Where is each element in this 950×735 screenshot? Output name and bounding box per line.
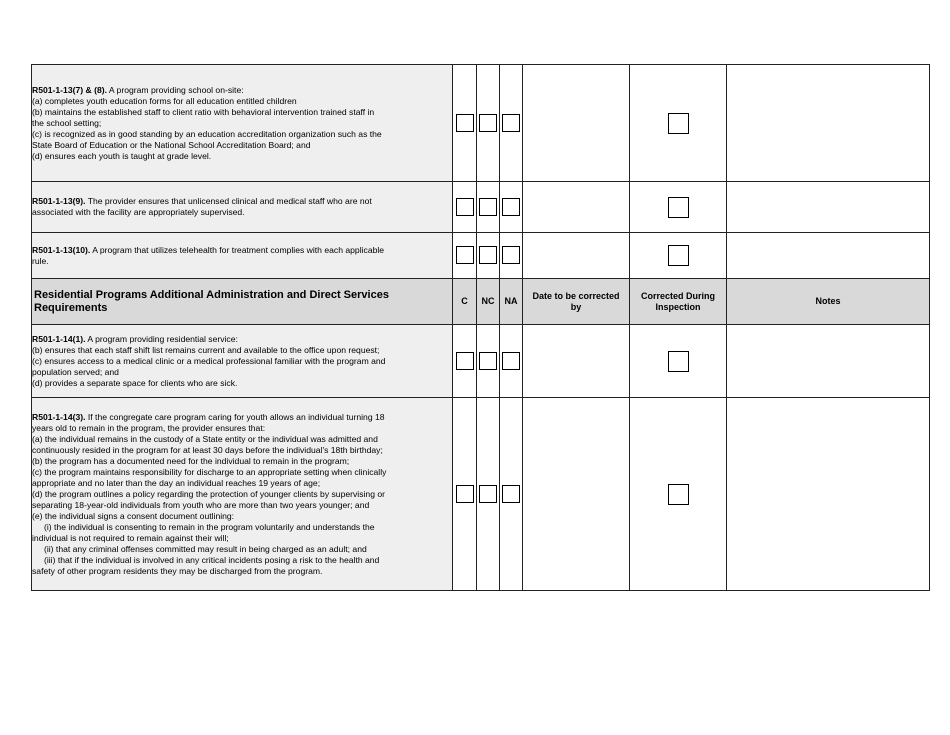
section-title: Residential Programs Additional Administration and Direct Services Requirements: [32, 279, 453, 325]
requirement-cell: R501-1-13(9). The provider ensures that unlicensed clinical and medical staff who are not associated with the facility are appropriately supervised.: [32, 182, 453, 233]
compliant-checkbox[interactable]: [456, 246, 474, 264]
column-header-na: NA: [500, 279, 523, 325]
requirement-cell: R501-1-13(10). A program that utilizes telehealth for treatment complies with each applicable rule.: [32, 233, 453, 279]
compliant-checkbox[interactable]: [456, 352, 474, 370]
corrected-during-inspection-checkbox[interactable]: [668, 484, 689, 505]
table-row: [32, 325, 930, 398]
not-compliant-checkbox[interactable]: [479, 485, 497, 503]
rule-code: R501-1-14(1).: [32, 333, 86, 344]
notes-field[interactable]: [727, 182, 930, 233]
notes-field[interactable]: [727, 398, 930, 591]
table-row: [32, 233, 930, 279]
not-applicable-checkbox[interactable]: [502, 485, 520, 503]
column-header-nc: NC: [477, 279, 500, 325]
table-row: [32, 182, 930, 233]
notes-field[interactable]: [727, 65, 930, 182]
corrected-during-inspection-checkbox[interactable]: [668, 245, 689, 266]
not-applicable-checkbox[interactable]: [502, 352, 520, 370]
column-header-corrected-during-inspection: Corrected During Inspection: [630, 279, 727, 325]
notes-field[interactable]: [727, 233, 930, 279]
requirement-cell: R501-1-13(7) & (8). A program providing school on-site: (a) completes youth education forms for all education entitled children (b) maintains the established staff to client ratio with behavioral intervention trained staff in the school setting; (c) is recognized as in good standing by an education accreditation organization such as the State Board of Education or the National School Accreditation Board; and (d) ensures each youth is taught at grade level.: [32, 65, 453, 182]
compliant-checkbox[interactable]: [456, 198, 474, 216]
rule-code: R501-1-13(7) & (8).: [32, 84, 107, 95]
date-to-be-corrected-field[interactable]: [523, 65, 630, 182]
section-header-row: [32, 279, 930, 325]
corrected-during-inspection-checkbox[interactable]: [668, 113, 689, 134]
corrected-during-inspection-checkbox[interactable]: [668, 197, 689, 218]
not-compliant-checkbox[interactable]: [479, 198, 497, 216]
date-to-be-corrected-field[interactable]: [523, 398, 630, 591]
rule-code: R501-1-13(10).: [32, 244, 91, 255]
date-to-be-corrected-field[interactable]: [523, 325, 630, 398]
column-header-notes: Notes: [727, 279, 930, 325]
not-compliant-checkbox[interactable]: [479, 352, 497, 370]
requirement-cell: R501-1-14(3). If the congregate care program caring for youth allows an individual turning 18 years old to remain in the program, the provider ensures that: (a) the individual remains in the custody of a State entity or the individual was admitted and continuously resided in the program for at least 30 days before the individual's 18th birthday; (b) the program has a documented need for the individual to remain in the program; (c) the program maintains responsibility for discharge to an appropriate setting when clinically appropriate and no later than the day an individual reaches 19 years of age; (d) the program outlines a policy regarding the protection of younger clients by supervising or separating 18-year-old individuals from youth who are more than two years younger; and (e) the individual signs a consent document outlining: (i) the individual is consenting to remain in the program voluntarily and understands the individual is not required to remain against their will; (ii) that any criminal offenses committed may result in being charged as an adult; and (iii) that if the individual is involved in any critical incidents posing a risk to the health and safety of other program residents they may be discharged from the program.: [32, 398, 453, 591]
date-to-be-corrected-field[interactable]: [523, 233, 630, 279]
column-header-c: C: [453, 279, 477, 325]
not-applicable-checkbox[interactable]: [502, 114, 520, 132]
rule-code: R501-1-13(9).: [32, 196, 86, 206]
column-header-date-to-be-corrected: Date to be corrected by: [523, 279, 630, 325]
compliance-checklist-table: [31, 64, 930, 591]
not-applicable-checkbox[interactable]: [502, 246, 520, 264]
table-row: [32, 398, 930, 591]
not-compliant-checkbox[interactable]: [479, 114, 497, 132]
compliant-checkbox[interactable]: [456, 485, 474, 503]
rule-code: R501-1-14(3).: [32, 411, 86, 422]
not-compliant-checkbox[interactable]: [479, 246, 497, 264]
table-row: [32, 65, 930, 182]
corrected-during-inspection-checkbox[interactable]: [668, 351, 689, 372]
notes-field[interactable]: [727, 325, 930, 398]
compliant-checkbox[interactable]: [456, 114, 474, 132]
requirement-cell: R501-1-14(1). A program providing residential service: (b) ensures that each staff shift list remains current and available to the office upon request; (c) ensures access to a medical clinic or a medical professional familiar with the program and population served; and (d) provides a separate space for clients who are sick.: [32, 325, 453, 398]
date-to-be-corrected-field[interactable]: [523, 182, 630, 233]
not-applicable-checkbox[interactable]: [502, 198, 520, 216]
